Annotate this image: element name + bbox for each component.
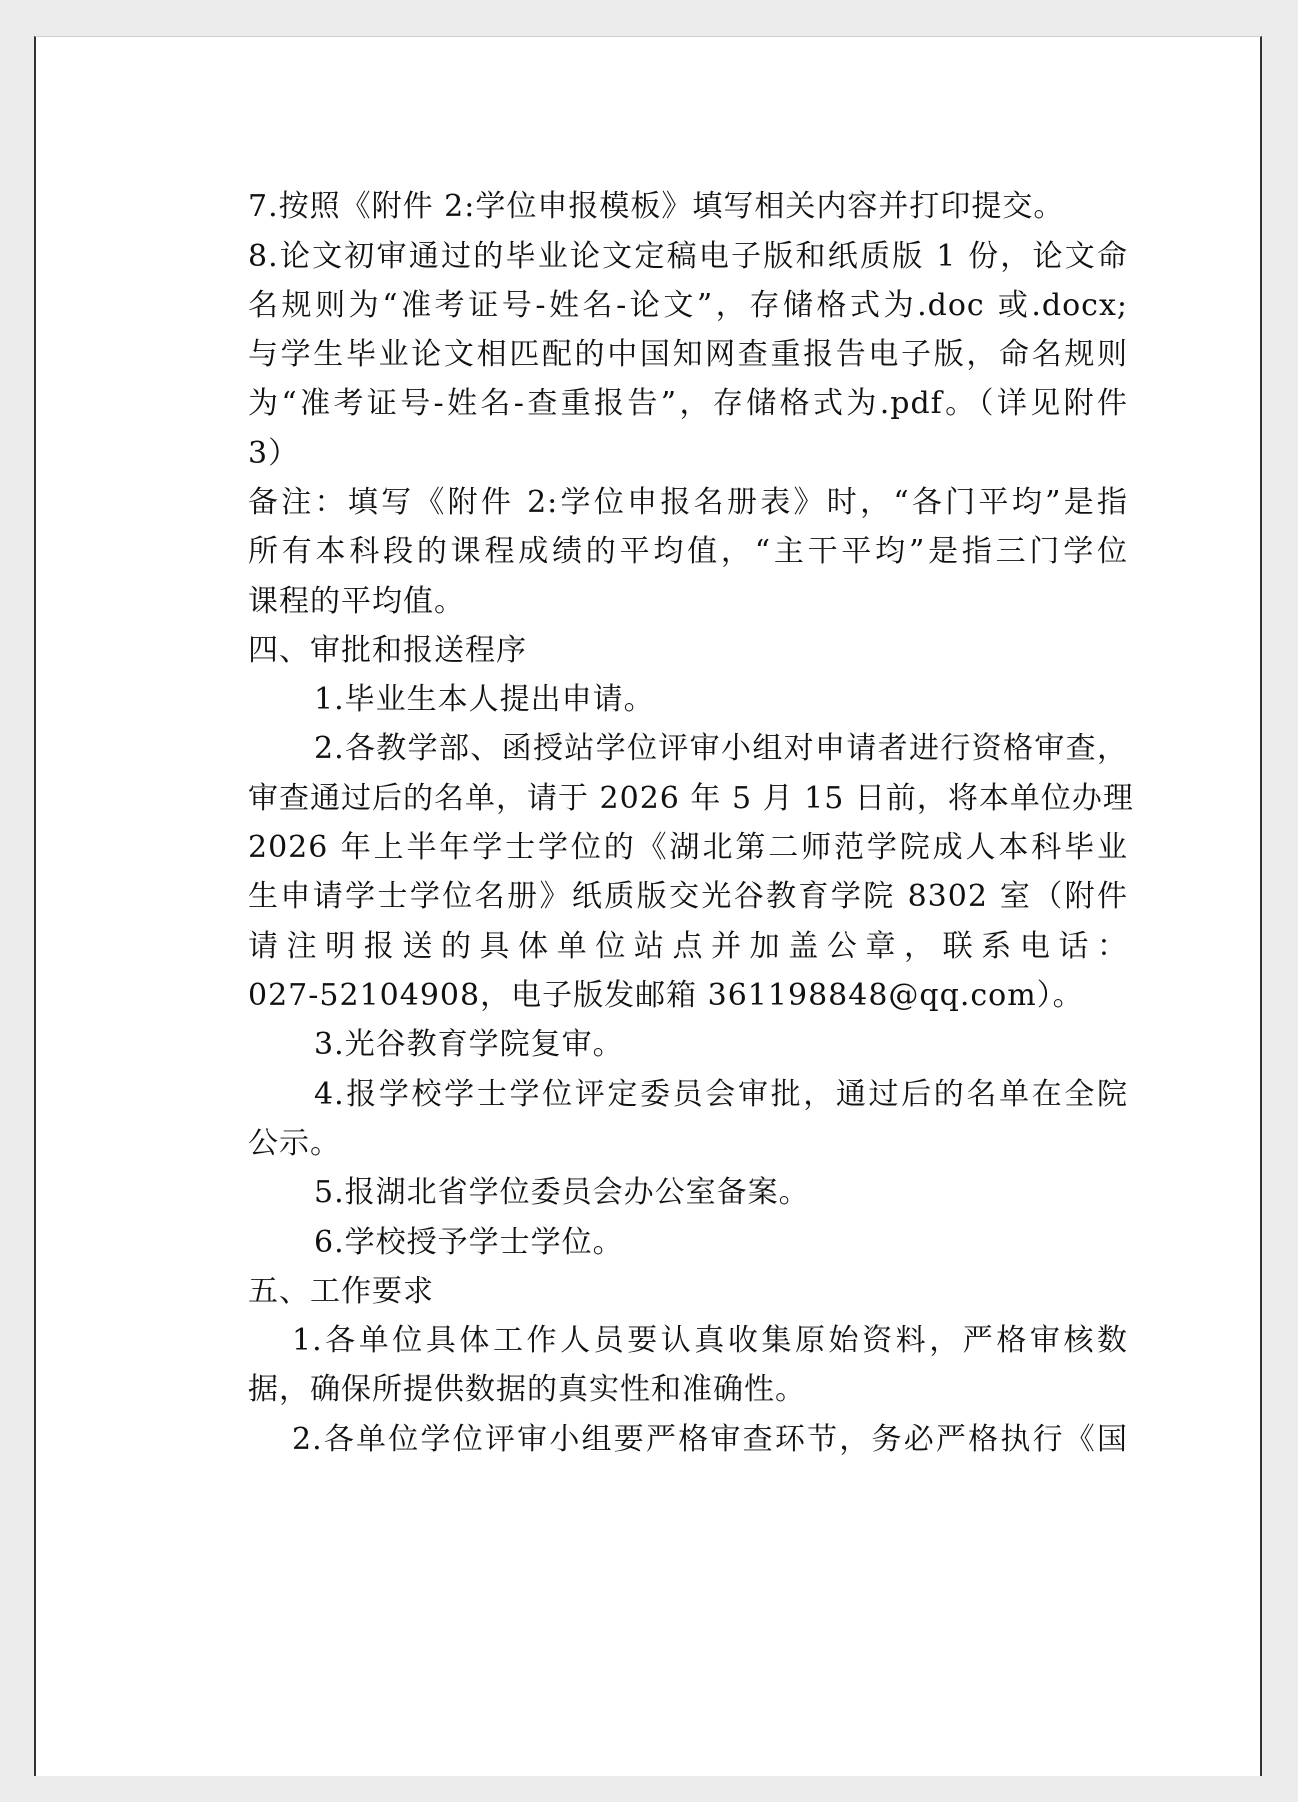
section-heading: 四、审批和报送程序 (248, 633, 527, 668)
text-line: 2.各教学部、函授站学位评审小组对申请者进行资格审查， (314, 731, 1128, 766)
text-line: 请注明报送的具体单位站点并加盖公章，联系电话： (248, 929, 1128, 964)
text-line: 生申请学士学位名册》纸质版交光谷教育学院 8302 室（附件 (248, 879, 1128, 914)
document-body (36, 37, 1260, 1776)
text-line: 课程的平均值。 (248, 584, 465, 619)
text-line: 1.各单位具体工作人员要认真收集原始资料，严格审核数 (292, 1323, 1128, 1358)
text-line: 备注：填写《附件 2:学位申报名册表》时，“各门平均”是指 (248, 485, 1128, 520)
document-page (34, 36, 1262, 1776)
text-line: 3.光谷教育学院复审。 (314, 1027, 624, 1062)
text-line: 为“准考证号-姓名-查重报告”，存储格式为.pdf。（详见附件 (248, 386, 1128, 421)
text-line: 8.论文初审通过的毕业论文定稿电子版和纸质版 1 份，论文命 (248, 239, 1128, 274)
text-line: 3） (248, 436, 300, 471)
text-line: 027-52104908，电子版发邮箱 361198848@qq.com）。 (248, 978, 1084, 1013)
section-heading: 五、工作要求 (248, 1274, 434, 1309)
text-line: 名规则为“准考证号-姓名-论文”，存储格式为.doc 或.docx; (248, 288, 1128, 323)
text-line: 2.各单位学位评审小组要严格审查环节，务必严格执行《国 (292, 1422, 1128, 1457)
text-line: 公示。 (248, 1126, 341, 1161)
text-line: 审查通过后的名单，请于 2026 年 5 月 15 日前，将本单位办理 (248, 781, 1134, 816)
text-line: 7.按照《附件 2:学位申报模板》填写相关内容并打印提交。 (248, 189, 1065, 224)
text-line: 1.毕业生本人提出申请。 (314, 682, 655, 717)
text-line: 所有本科段的课程成绩的平均值，“主干平均”是指三门学位 (248, 534, 1128, 569)
text-line: 与学生毕业论文相匹配的中国知网查重报告电子版，命名规则 (248, 337, 1128, 372)
text-line: 6.学校授予学士学位。 (314, 1225, 624, 1260)
text-line: 5.报湖北省学位委员会办公室备案。 (314, 1175, 810, 1210)
text-line: 4.报学校学士学位评定委员会审批，通过后的名单在全院 (314, 1077, 1128, 1112)
text-line: 2026 年上半年学士学位的《湖北第二师范学院成人本科毕业 (248, 830, 1128, 865)
text-line: 据，确保所提供数据的真实性和准确性。 (248, 1372, 806, 1407)
